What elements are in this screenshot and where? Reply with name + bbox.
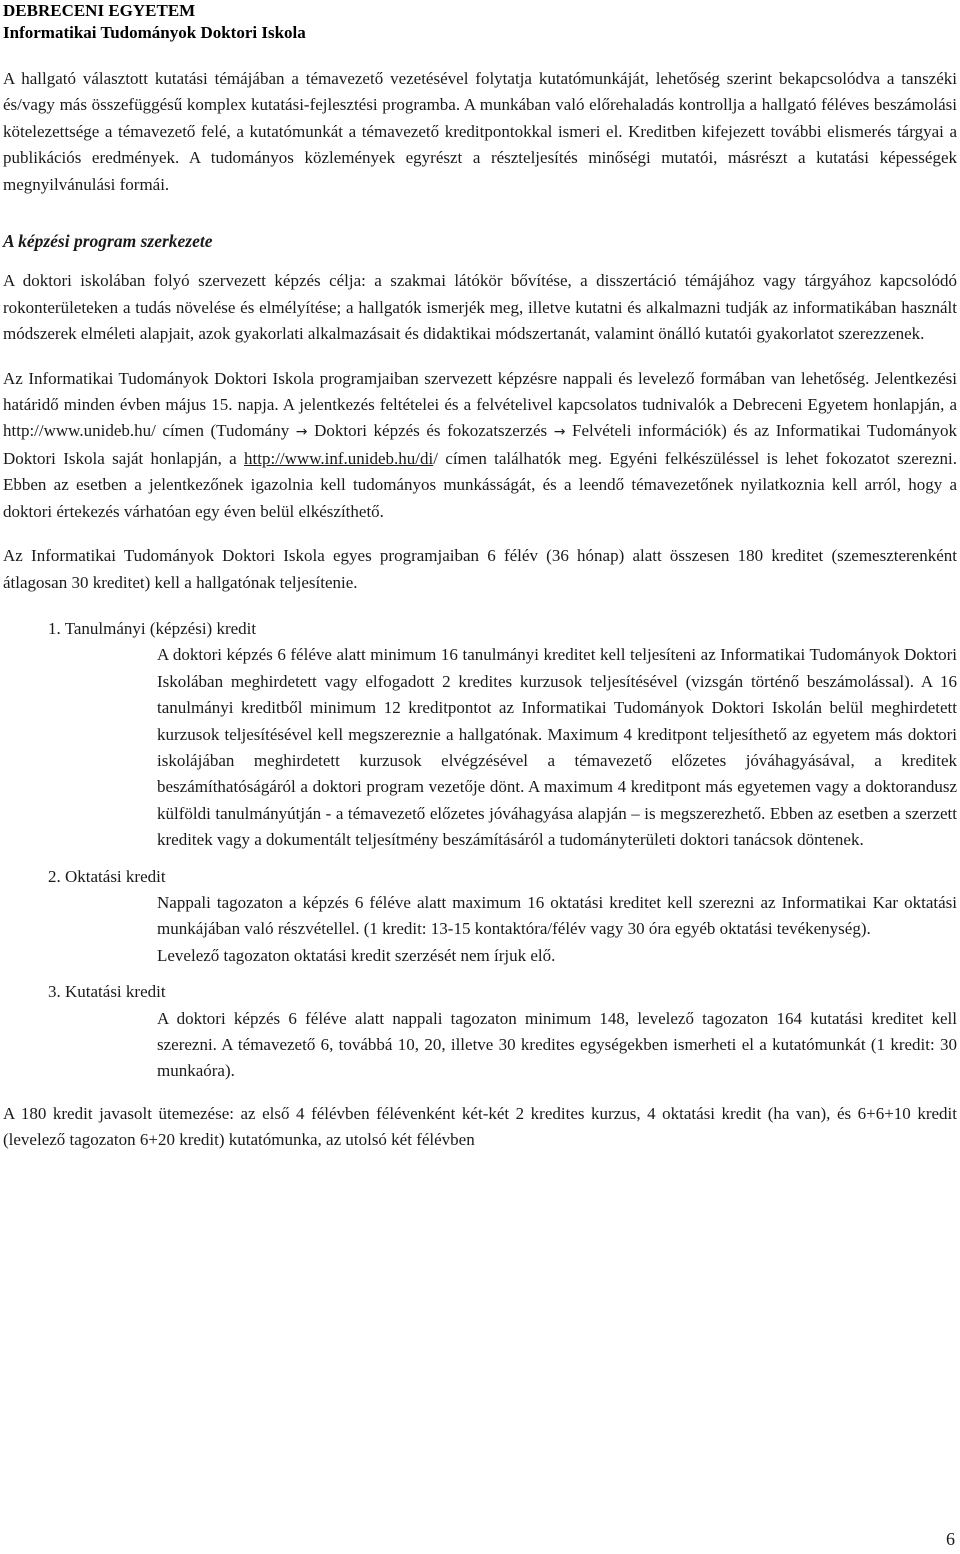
list-item-body-extra: Levelező tagozaton oktatási kredit szerzését nem írjuk elő.	[157, 945, 556, 965]
list-item-label: 1. Tanulmányi (képzési) kredit	[48, 618, 257, 638]
document-header	[3, 0, 306, 44]
list-item	[3, 616, 957, 854]
list-item	[3, 979, 957, 1085]
schedule-paragraph: A 180 kredit javasolt ütemezése: az első 4 félévben félévenként két-két 2 kredites kurzus, 4 oktatási kredit (ha van), és 6+6+10 kredit (levelező tagozaton 6+20 kredit) kutatómunka, az utolsó két félévben	[3, 1103, 957, 1150]
training-goal-paragraph: A doktori iskolában folyó szervezett képzés célja: a szakmai látókör bővítése, a disszertáció témájához vagy tárgyához kapcsolódó rokonterületeken a tudás növelése és elmélyítése; a hallgatók ismerjék meg, illetve kutatni és alkalmazni tudják az informatikában használt módszerek elméleti alapjait, azok gyakorlati alkalmazásait és didaktikai módszertanát, valamint önálló kutatói gyakorlatot szerezzenek.	[3, 271, 957, 344]
credit-total-paragraph: Az Informatikai Tudományok Doktori Iskola egyes programjaiban 6 félév (36 hónap) alatt összesen 180 kreditet (szemeszterenként átlagosan 30 kreditet) kell a hallgatónak teljesítenie.	[3, 546, 957, 592]
list-item-body: A doktori képzés 6 féléve alatt minimum 16 tanulmányi kreditet kell teljesíteni az Informatikai Tudományok Doktori Iskolában meghirdetett vagy elfogadott 2 kredites kurzusok teljesítésével (vizsgán történő beszámolással). A 16 tanulmányi kreditből minimum 12 kreditpontot az Informatikai Tudományok Doktori Iskolán belül meghirdetett kurzusok teljesítésével kell megszereznie a hallgatónak. Maximum 4 kreditpont teljesíthető az egyetem más doktori iskolájában meghirdetett kurzusok elvégzésével a témavezető előzetes jóváhagyásával, a kreditek beszámíthatóságáról a doktori program vezetője dönt. A maximum 4 kreditpont más egyetemen vagy a doktorandusz külföldi tanulmányútján - a témavezető előzetes jóváhagyása alapján – is megszerezhető. Ebben az esetben a szerzett kreditek vagy a dokumentált teljesítmény beszámításáról a tudományterületi doktori tanácsok döntenek.	[157, 645, 957, 850]
application-paragraph	[3, 366, 957, 525]
list-item-body: A doktori képzés 6 féléve alatt nappali tagozaton minimum 148, levelező tagozaton 164 kutatási kreditet kell szerezni. A témavezető 6, továbbá 10, 20, illetve 30 kredites egységekben ismerheti el a kutatómunkát (1 kredit: 30 munkaóra).	[157, 1008, 957, 1081]
university-name: DEBRECENI EGYETEM	[3, 1, 196, 20]
document-body	[3, 66, 957, 1154]
arrow-right-icon: →	[295, 424, 308, 441]
list-item-body: Nappali tagozaton a képzés 6 féléve alatt maximum 16 oktatási kreditet kell szerezni az Informatikai Kar oktatási munkájában való részvétellel. (1 kredit: 13-15 kontaktóra/félév vagy 30 óra egyéb oktatási tevékenység).	[157, 892, 957, 939]
unideb-link[interactable]: http://www.unideb.hu/	[3, 421, 156, 441]
section-title: A képzési program szerkezete	[3, 231, 213, 252]
credit-types-list	[3, 616, 957, 1085]
application-text-1: Az Informatikai Tudományok Doktori Iskola programjaiban szervezett képzésre nappali és levelező formában van lehetőség. Jelentkezési határidő minden évben május 15. napja. A jelentkezés feltételei és a felvételivel kapcsolatos tudnivalók a Debreceni Egyetem honlapján, a	[3, 368, 957, 415]
application-text-2: címen (Tudomány	[155, 421, 296, 441]
page-number: 6	[946, 1529, 955, 1549]
application-text-3: Doktori képzés és fokozatszerzés	[307, 421, 554, 441]
arrow-right-icon: →	[553, 424, 566, 441]
inf-unideb-di-link[interactable]: http://www.inf.unideb.hu/di	[244, 448, 434, 468]
application-text-5: / címen találhatók meg. Egyéni felkészüléssel is lehet fokozatot szerezni. Ebben az esetben a jelentkezőnek igazolnia kell tudományos munkásságát, és a leendő témavezetőnek nyilatkoznia kell arról, hogy a doktori értekezés várhatóan egy éven belül elkészíthető.	[3, 448, 957, 521]
list-item-label: 3. Kutatási kredit	[48, 982, 166, 1002]
intro-paragraph: A hallgató választott kutatási témájában a témavezető vezetésével folytatja kutatómunkáját, lehetőség szerint bekapcsolódva a tanszéki és/vagy más összefüggésű komplex kutatási-fejlesztési programba. A munkában való előrehaladás kontrollja a hallgató féléves beszámolási kötelezettsége a témavezető felé, a kutatómunkát a témavezető kreditpontokkal ismeri el. Kreditben kifejezett további elismerés tárgyai a publikációs eredmények. A tudományos közlemények egyrészt a részteljesítés minőségi mutatói, másrészt a kutatási képességek megnyilvánulási formái.	[3, 69, 957, 194]
list-item-label: 2. Oktatási kredit	[48, 866, 166, 886]
application-text-4: Felvételi információk) és az Informatikai Tudományok Doktori Iskola saját honlapján, a	[3, 421, 957, 468]
list-item	[3, 864, 957, 970]
doctoral-school-name: Informatikai Tudományok Doktori Iskola	[3, 23, 306, 42]
